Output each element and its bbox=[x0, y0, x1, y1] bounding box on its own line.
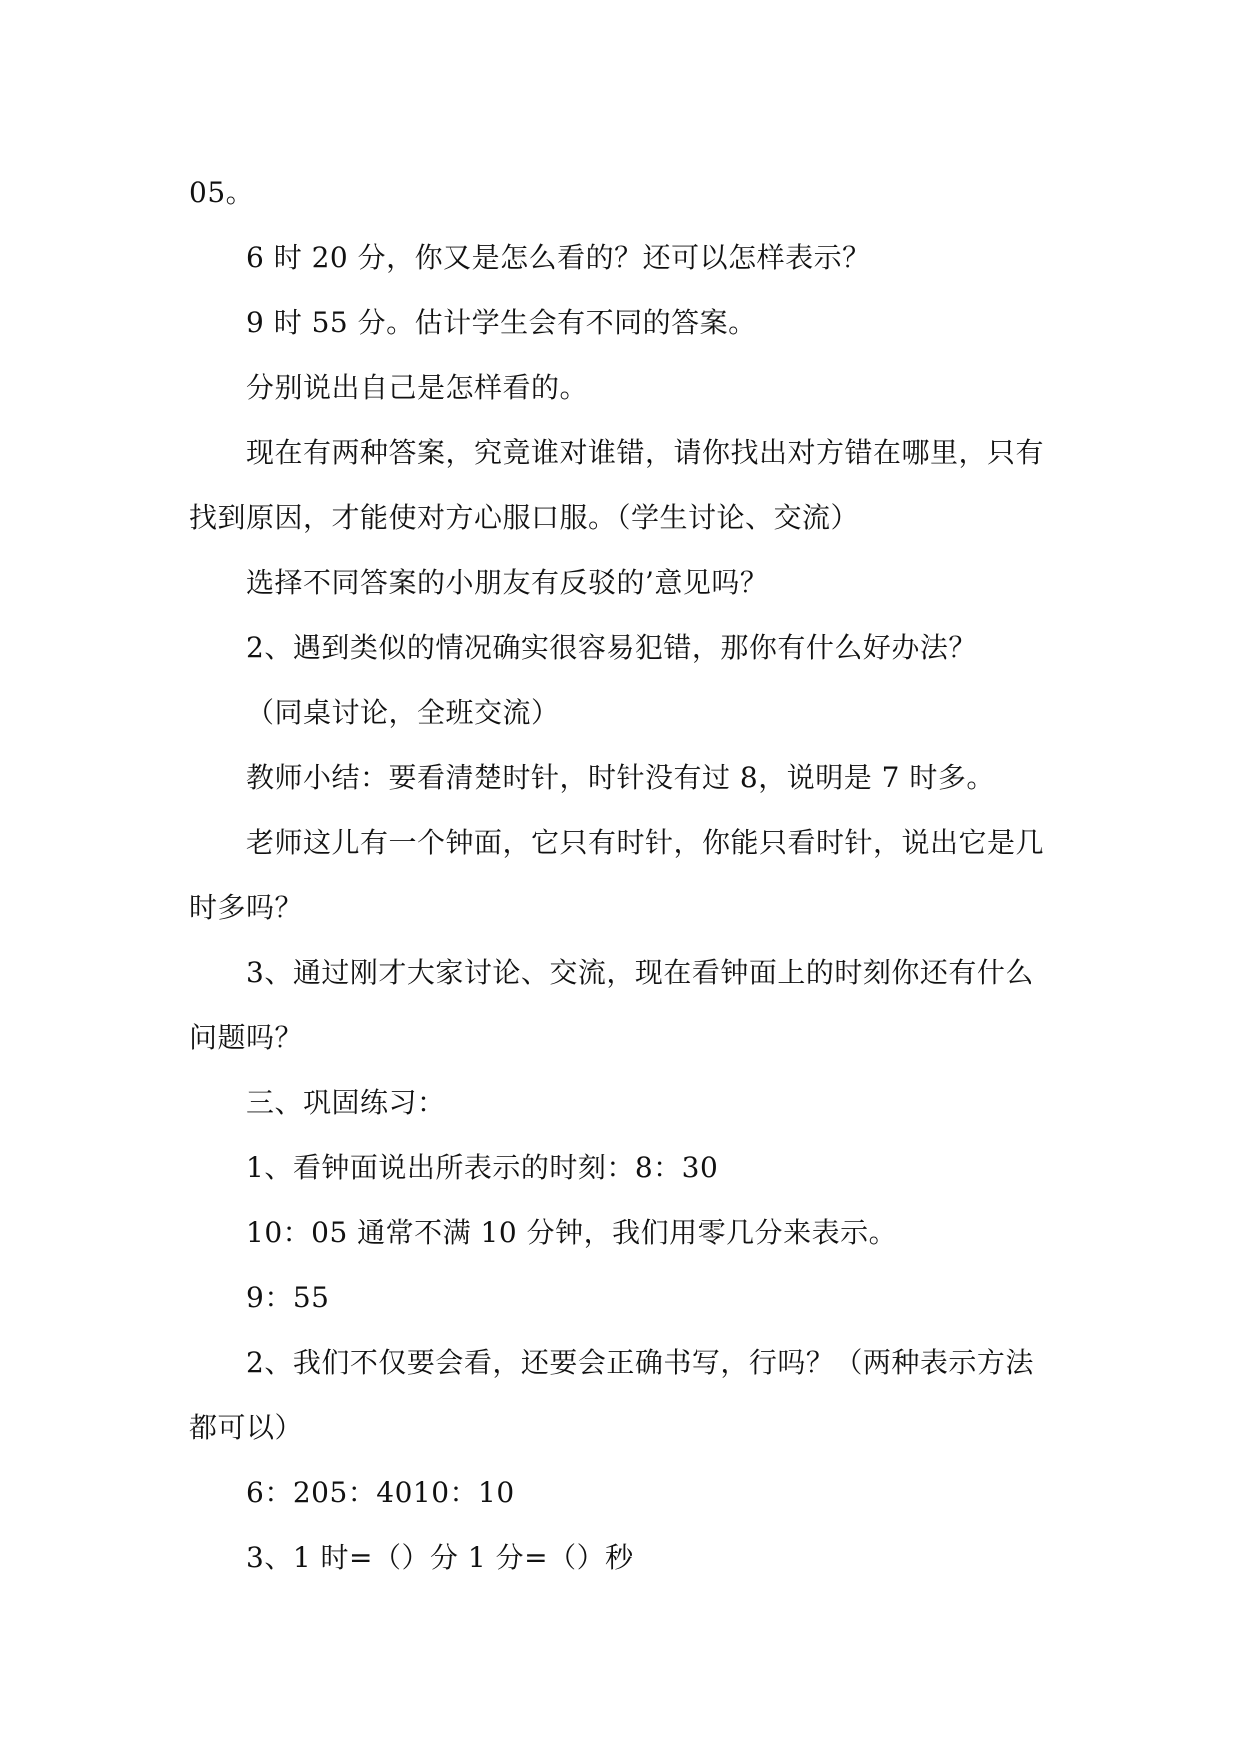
paragraph-5: 现在有两种答案，究竟谁对谁错，请你找出对方错在哪里，只有找到原因，才能使对方心服口服。（学生讨论、交流） bbox=[189, 436, 1045, 534]
paragraph-3: 9 时 55 分。估计学生会有不同的答案。 bbox=[246, 306, 757, 339]
paragraph-11: 3、通过刚才大家讨论、交流，现在看钟面上的时刻你还有什么问题吗？ bbox=[189, 956, 1034, 1054]
paragraph-15: 9：55 bbox=[246, 1281, 330, 1314]
paragraph-7: 2、遇到类似的情况确实很容易犯错，那你有什么好办法？ bbox=[246, 631, 977, 664]
paragraph-10: 老师这儿有一个钟面，它只有时针，你能只看时针，说出它是几时多吗？ bbox=[189, 826, 1045, 924]
section-heading-consolidation: 三、巩固练习： bbox=[246, 1086, 446, 1119]
paragraph-1: 05。 bbox=[189, 176, 255, 209]
paragraph-4: 分别说出自己是怎样看的。 bbox=[246, 371, 589, 404]
paragraph-17: 6：205：4010：10 bbox=[246, 1476, 515, 1509]
paragraph-16: 2、我们不仅要会看，还要会正确书写，行吗？（两种表示方法都可以） bbox=[189, 1346, 1034, 1444]
paragraph-18: 3、1 时=（）分 1 分=（）秒 bbox=[246, 1541, 634, 1574]
paragraph-13: 1、看钟面说出所表示的时刻：8：30 bbox=[246, 1151, 719, 1184]
paragraph-14: 10：05 通常不满 10 分钟，我们用零几分来表示。 bbox=[246, 1216, 898, 1249]
paragraph-6: 选择不同答案的小朋友有反驳的’意见吗？ bbox=[246, 566, 769, 599]
document-body bbox=[189, 160, 1061, 1590]
paragraph-9: 教师小结：要看清楚时针，时针没有过 8，说明是 7 时多。 bbox=[246, 761, 995, 794]
paragraph-8: （同桌讨论，全班交流） bbox=[246, 696, 560, 729]
paragraph-2: 6 时 20 分，你又是怎么看的？还可以怎样表示？ bbox=[246, 241, 871, 274]
